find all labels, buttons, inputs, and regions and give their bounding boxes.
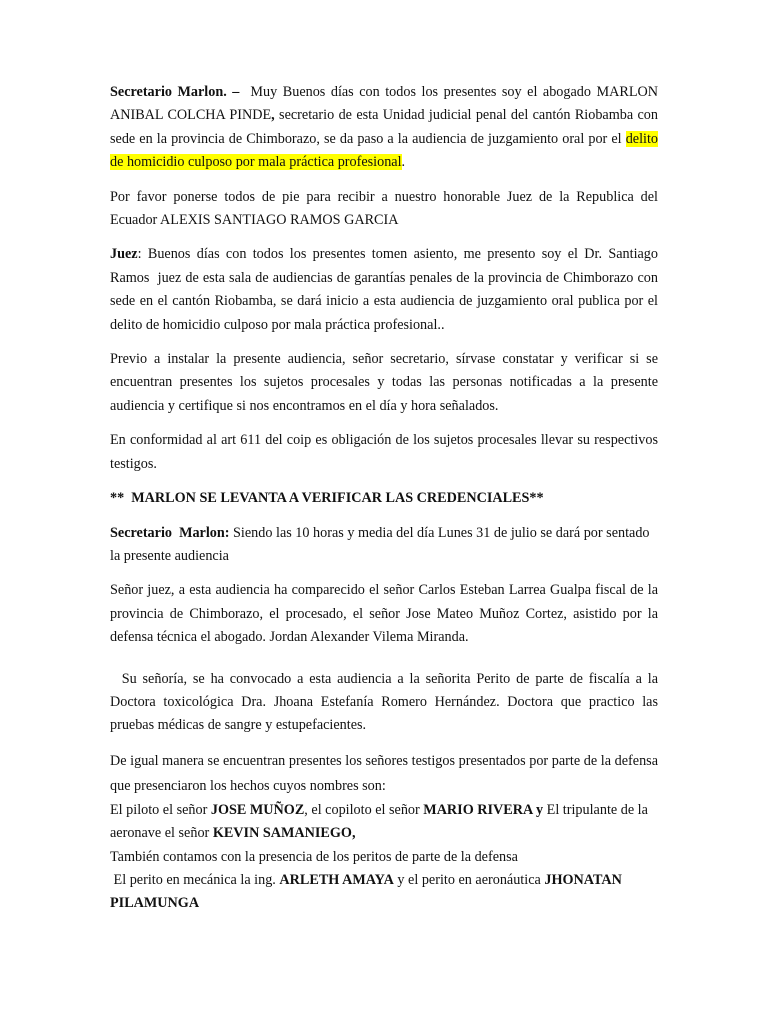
paragraph-verify-parties: Previo a instalar la presente audiencia, señor secretario, sírvase constatar y verificar si se encuentran presentes los sujetos procesales y todas las personas notificadas a la presente audiencia y certifique si nos encontramos en el día y hora señalados. xyxy=(110,351,658,414)
paragraph-witnesses-intro: De igual manera se encuentran presentes los señores testigos presentados por parte de la defensa que presenciaron los hechos cuyos nombres son: xyxy=(110,752,658,794)
paragraph-defense-experts xyxy=(110,869,658,916)
paragraph-text: . xyxy=(401,154,406,171)
paragraph-text: Siendo las 10 horas y media del día Lunes 31 de julio se dará por sentado la presente audiencia xyxy=(110,524,650,564)
paragraph-secretary-time xyxy=(110,522,658,569)
highlighted-text: delito de homicidio culposo por mala práctica profesional xyxy=(110,130,658,171)
witness-name: JOSE MUÑOZ xyxy=(210,801,305,818)
paragraph-appearances: Señor juez, a esta audiencia ha comparecido el señor Carlos Esteban Larrea Gualpa fiscal de la provincia de Chimborazo, el procesado, el señor Jose Mateo Muñoz Cortez, asistido por la defensa técnica el abogado. Jordan Alexander Vilema Miranda. xyxy=(110,582,658,646)
paragraph-coip-article: En conformidad al art 611 del coip es obligación de los sujetos procesales llevar su respectivos testigos. xyxy=(110,432,658,472)
paragraph-text: El perito en mecánica la ing. xyxy=(110,871,280,888)
stage-direction xyxy=(110,487,658,510)
witness-name: MARIO RIVERA y xyxy=(423,801,544,818)
paragraph-text: El piloto el señor xyxy=(110,801,211,818)
expert-name: JHONATAN PILAMUNGA xyxy=(110,871,622,912)
paragraph-witness-names xyxy=(110,799,658,846)
paragraph-stand-for-judge: Por favor ponerse todos de pie para recibir a nuestro honorable Juez de la Republica del Ecuador ALEXIS SANTIAGO RAMOS GARCIA xyxy=(110,188,658,229)
paragraph-text: El tripulante de la aeronave el señor xyxy=(110,801,648,842)
paragraph-text: secretario de esta Unidad judicial penal del cantón Riobamba con sede en la provincia de Chimborazo, se da paso a la audiencia de juzgamiento oral por el xyxy=(110,107,658,147)
stage-direction-text: ** MARLON SE LEVANTA A VERIFICAR LAS CREDENCIALES** xyxy=(110,490,544,507)
paragraph-text: : Buenos días con todos los presentes tomen asiento, me presento soy el Dr. Santiago Ramos juez de esta sala de audiencias de garantías penales de la provincia de Chimborazo con sede en el cantón Riobamba, se dará inicio a esta audiencia de juzgamiento oral publica por el delito de homicidio culposo por mala práctica profesional.. xyxy=(110,246,658,333)
paragraph-defense-experts-intro: También contamos con la presencia de los peritos de parte de la defensa xyxy=(110,848,518,865)
paragraph-text: y el perito en aeronáutica xyxy=(393,871,545,888)
paragraph-text: Muy Buenos días con todos los presentes soy el abogado MARLON ANIBAL COLCHA PINDE xyxy=(110,84,658,124)
paragraph-judge-intro xyxy=(110,243,658,337)
speaker-label: Secretario Marlon: xyxy=(110,524,230,541)
speaker-label: Secretario Marlon. – xyxy=(110,84,240,100)
expert-name: ARLETH AMAYA xyxy=(279,871,394,888)
paragraph-expert-witness: Su señoría, se ha convocado a esta audiencia a la señorita Perito de parte de fiscalía a la Doctora toxicológica Dra. Jhoana Estefanía Romero Hernández. Doctora que practico las pruebas médicas de sangre y estupefacientes. xyxy=(110,670,658,734)
paragraph-secretary-intro xyxy=(110,81,658,175)
speaker-label: Juez xyxy=(110,246,138,263)
paragraph-text: , el copiloto el señor xyxy=(304,801,424,818)
witness-name: KEVIN SAMANIEGO, xyxy=(212,825,356,842)
bold-comma: , xyxy=(271,107,275,124)
